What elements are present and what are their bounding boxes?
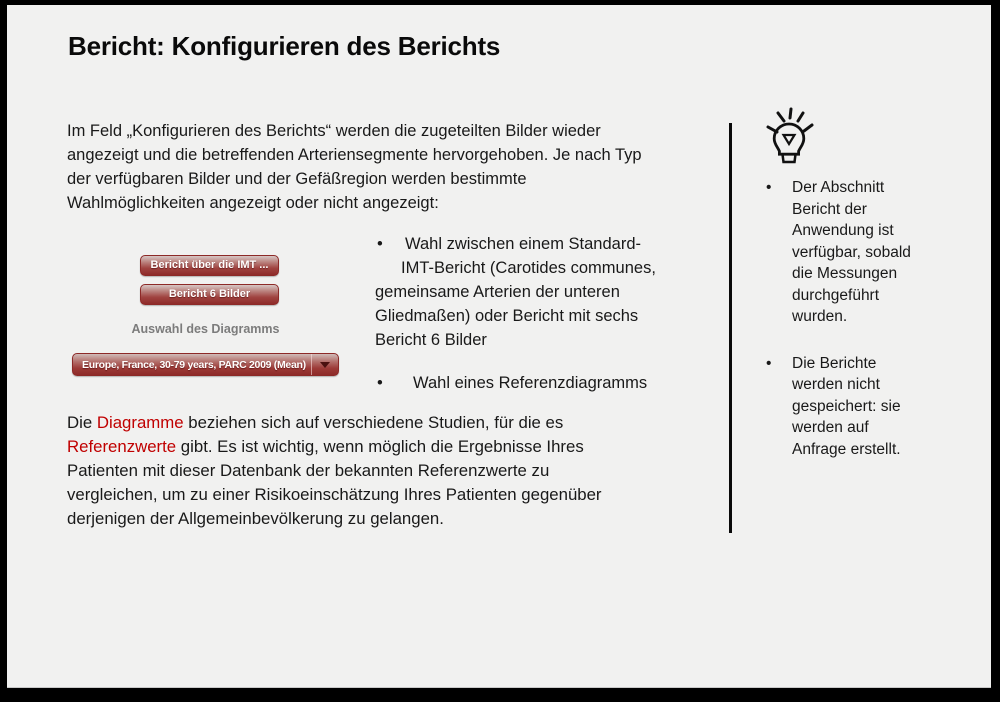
imt-report-button[interactable]: Bericht über die IMT ...: [140, 255, 279, 276]
closing-line: Die Diagramme beziehen sich auf verschiedene Studien, für die es: [67, 413, 564, 432]
dropdown-selected-value: Europe, France, 30-79 years, PARC 2009 (Mean): [82, 358, 306, 371]
bullet-line: gemeinsame Arterien der unteren: [375, 283, 620, 301]
sidebar-note: [763, 177, 968, 328]
intro-paragraph: [67, 119, 642, 215]
intro-line: Im Feld „Konfigurieren des Berichts“ werden die zugeteilten Bilder wieder: [67, 122, 601, 140]
page-title: Bericht: Konfigurieren des Berichts: [68, 31, 501, 61]
closing-paragraph: [67, 411, 602, 531]
intro-line: angezeigt und die betreffenden Arteriensegmente hervorgehoben. Je nach Typ: [67, 146, 642, 164]
bullet-marker: •: [766, 354, 772, 372]
note-line: Anfrage erstellt.: [792, 440, 901, 458]
note-line: wurden.: [792, 308, 848, 325]
closing-line: vergleichen, um zu einer Risikoeinschätzung Ihres Patienten gegenüber: [67, 485, 602, 504]
note-line: Bericht der: [792, 200, 867, 218]
dropdown-arrow-button[interactable]: [311, 354, 338, 375]
intro-line: der verfügbaren Bilder und der Gefäßregion werden bestimmte: [67, 170, 527, 188]
chevron-down-icon: [320, 362, 330, 368]
note-line: gespeichert: sie: [792, 397, 901, 415]
note-line: Anwendung ist: [792, 222, 894, 239]
diagram-select-label: Auswahl des Diagramms: [131, 322, 280, 336]
bullet-line: • Wahl eines Referenzdiagramms: [375, 371, 695, 395]
bullet-marker: •: [377, 374, 383, 392]
bullet-line: IMT-Bericht (Carotides communes,: [401, 259, 656, 277]
note-line: werden auf: [792, 419, 869, 436]
note-line: werden nicht: [792, 376, 880, 393]
note-line: die Messungen: [792, 265, 898, 282]
closing-line: derjenigen der Allgemeinbevölkerung zu gelangen.: [67, 509, 444, 528]
highlight-word: Diagramme: [96, 413, 184, 432]
closing-line: Referenzwerte gibt. Es ist wichtig, wenn möglich die Ergebnisse Ihres: [67, 437, 584, 456]
bullet-line: Gliedmaßen) oder Bericht mit sechs: [375, 307, 639, 325]
note-line: Die Berichte: [792, 354, 877, 372]
bullet-marker: •: [766, 179, 772, 196]
choice-bullet-list: [375, 232, 695, 395]
note-line: Der Abschnitt: [792, 179, 885, 196]
six-images-report-button[interactable]: Bericht 6 Bilder: [140, 284, 279, 305]
bullet-marker: •: [377, 235, 383, 253]
page-canvas: [7, 5, 991, 688]
sidebar-notes: [763, 177, 968, 460]
sidebar-divider: [729, 123, 732, 533]
intro-line: Wahlmöglichkeiten angezeigt oder nicht angezeigt:: [67, 194, 439, 212]
highlight-word: Referenzwerte: [67, 437, 177, 456]
bullet-line: Bericht 6 Bilder: [375, 331, 487, 349]
reference-diagram-dropdown[interactable]: [72, 353, 339, 376]
closing-line: Patienten mit dieser Datenbank der bekannten Referenzwerte zu: [67, 461, 550, 480]
sidebar-note: [763, 353, 968, 461]
note-line: verfügbar, sobald: [792, 243, 911, 261]
note-line: durchgeführt: [792, 286, 880, 304]
bullet-line: • Wahl zwischen einem Standard-: [375, 232, 695, 256]
lightbulb-icon: [761, 107, 817, 173]
